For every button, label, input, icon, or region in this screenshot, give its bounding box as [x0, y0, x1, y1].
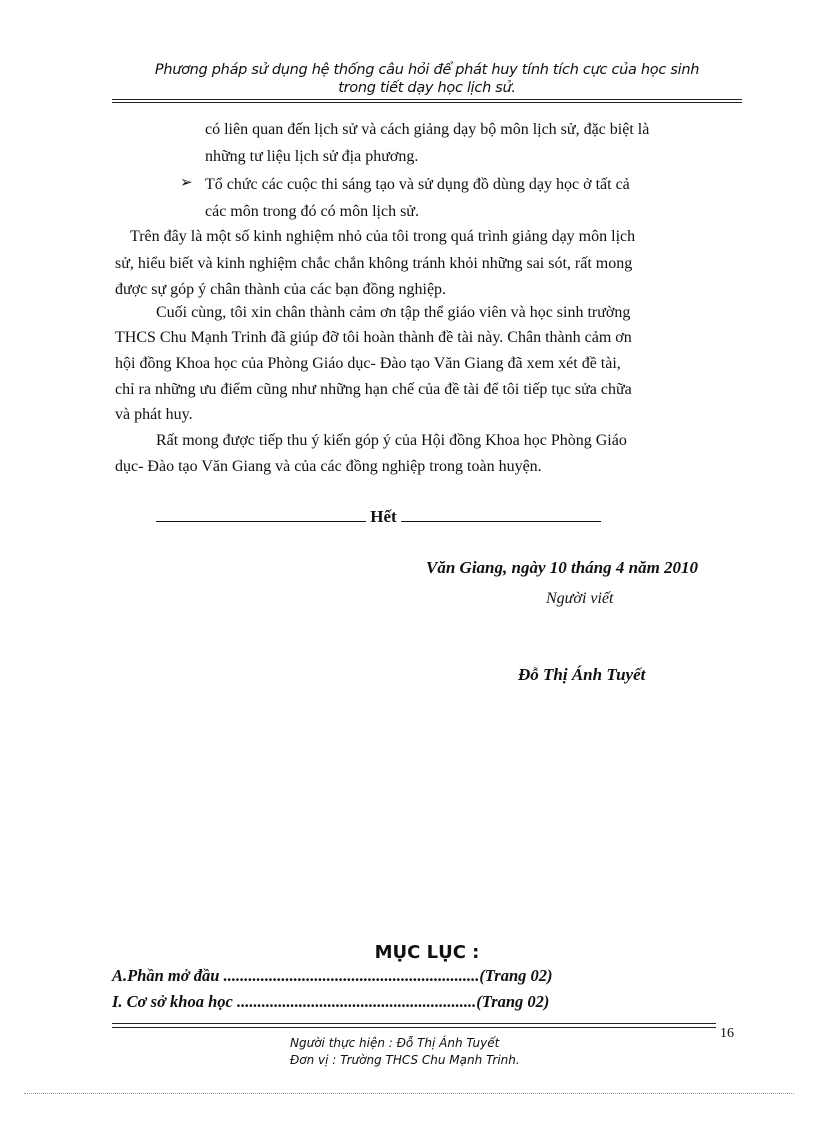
- toc-item-dots: ..........................................................: [236, 992, 477, 1011]
- body-line: Rất mong được tiếp thu ý kiến góp ý của Hội đồng Khoa học Phòng Giáo: [156, 432, 627, 449]
- header-title-line-2: trong tiết dạy học lịch sử.: [338, 80, 516, 96]
- body-line: các môn trong đó có môn lịch sử.: [205, 203, 419, 220]
- signature-place-date: Văn Giang, ngày 10 tháng 4 năm 2010: [426, 558, 699, 577]
- arrow-bullet-icon: ➢: [180, 173, 193, 191]
- body-line: Trên đây là một số kinh nghiệm nhỏ của tôi trong quá trình giảng dạy môn lịch: [130, 228, 636, 245]
- toc-item-label: A.Phần mở đầu: [112, 966, 220, 985]
- body-line: và phát huy.: [115, 406, 193, 423]
- footer-unit: Đơn vị : Trường THCS Chu Mạnh Trinh.: [290, 1053, 520, 1067]
- toc-item-dots: ..............................................................: [223, 966, 480, 985]
- page-number: 16: [720, 1026, 734, 1041]
- body-line: hội đồng Khoa học của Phòng Giáo dục- Đào tạo Văn Giang đã xem xét đề tài,: [115, 355, 621, 372]
- end-marker-line-left: [156, 507, 366, 522]
- body-line: sử, hiểu biết và kinh nghiệm chắc chắn không tránh khỏi những sai sót, rất mong: [115, 255, 633, 272]
- end-marker-line-right: [401, 507, 601, 522]
- end-marker: [156, 506, 611, 528]
- body-line: THCS Chu Mạnh Trinh đã giúp đỡ tôi hoàn thành đề tài này. Chân thành cảm ơn: [115, 329, 632, 346]
- toc-item[interactable]: [112, 991, 549, 1013]
- body-line: những tư liệu lịch sử địa phương.: [205, 148, 419, 165]
- body-line: dục- Đào tạo Văn Giang và của các đồng nghiệp trong toàn huyện.: [115, 458, 542, 475]
- toc-item[interactable]: [112, 965, 553, 987]
- header-rule-top: [112, 99, 742, 100]
- toc-title: MỤC LỤC :: [374, 942, 480, 963]
- footer-rule-bottom: [112, 1027, 716, 1028]
- footer-rule-top: [112, 1023, 716, 1024]
- body-line: Tổ chức các cuộc thi sáng tạo và sử dụng đồ dùng dạy học ở tất cả: [205, 176, 630, 193]
- end-marker-text: Hết: [370, 507, 397, 526]
- body-line: chỉ ra những ưu điểm cũng như những hạn chế của đề tài để tôi tiếp tục sửa chữa: [115, 381, 632, 398]
- footer-author: Người thực hiện : Đỗ Thị Ánh Tuyết: [290, 1036, 500, 1050]
- toc-item-label: I. Cơ sở khoa học: [112, 992, 233, 1011]
- toc-item-page: (Trang 02): [476, 992, 550, 1011]
- toc-item-page: (Trang 02): [479, 966, 553, 985]
- signature-name: Đỗ Thị Ánh Tuyết: [518, 665, 646, 684]
- body-line: có liên quan đến lịch sử và cách giảng dạy bộ môn lịch sử, đặc biệt là: [205, 121, 650, 138]
- header-title-line-1: Phương pháp sử dụng hệ thống câu hỏi để phát huy tính tích cực của học sinh: [154, 62, 700, 78]
- header-rule-bottom: [112, 102, 742, 103]
- body-line: Cuối cùng, tôi xin chân thành cảm ơn tập thể giáo viên và học sinh trường: [156, 304, 631, 321]
- signature-role: Người viết: [546, 590, 614, 607]
- page-edge-dotted-line: [24, 1093, 794, 1094]
- body-line: được sự góp ý chân thành của các bạn đồng nghiệp.: [115, 281, 447, 298]
